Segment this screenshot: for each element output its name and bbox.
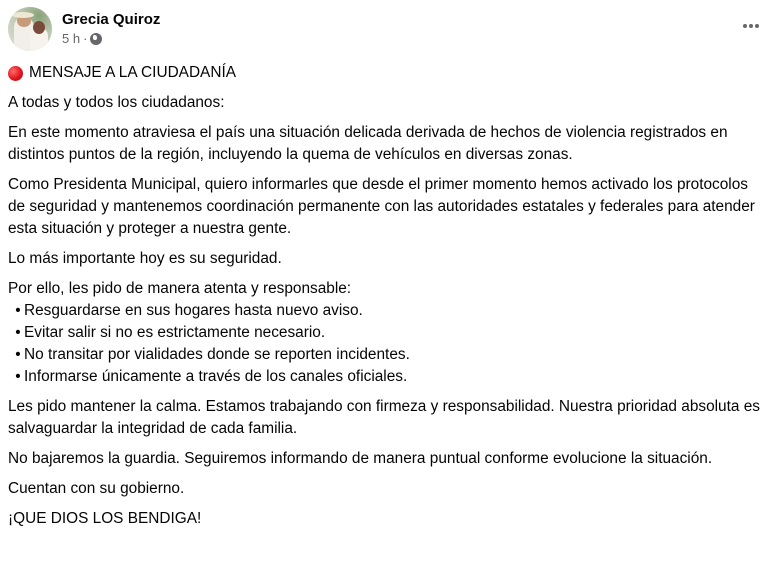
paragraph: Lo más importante hoy es su seguridad. [8, 250, 282, 267]
paragraph: Como Presidenta Municipal, quiero informarles que desde el primer momento hemos activado los protocolos de seguridad y mantenemos coordinación permanente con las autoridades estatales y federales para atender esta situación y proteger a nuestra gente. [8, 176, 755, 237]
more-options-icon [743, 24, 747, 28]
list-item: • No transitar por vialidades donde se reporten incidentes. [15, 346, 410, 363]
author-name[interactable]: Grecia Quiroz [62, 11, 161, 28]
post-time[interactable]: 5 h [62, 31, 81, 46]
paragraph: No bajaremos la guardia. Seguiremos informando de manera puntual conforme evolucione la situación. [8, 450, 713, 467]
paragraph: En este momento atraviesa el país una situación delicada derivada de hechos de violencia registrados en distintos puntos de la región, incluyendo la quema de vehículos en diversas zonas. [8, 124, 728, 163]
paragraph: A todas y todos los ciudadanos: [8, 94, 225, 111]
post-subline [62, 30, 160, 48]
paragraph: Cuentan con su gobierno. [8, 480, 185, 497]
headline [8, 62, 768, 84]
paragraph: ¡QUE DIOS LOS BENDIGA! [8, 510, 202, 527]
more-options-button[interactable] [738, 16, 764, 36]
bullet-list [8, 300, 768, 388]
paragraph: Les pido mantener la calma. Estamos trabajando con firmeza y responsabilidad. Nuestra prioridad absoluta es salvaguardar la integridad de cada familia. [8, 398, 760, 437]
avatar[interactable] [8, 7, 52, 51]
red-circle-icon [8, 66, 23, 81]
post-meta [62, 10, 160, 48]
separator: · [83, 31, 88, 46]
globe-icon[interactable] [90, 33, 102, 45]
post-body [8, 62, 768, 538]
list-item: • Resguardarse en sus hogares hasta nuevo aviso. [15, 302, 363, 319]
post-header [8, 6, 160, 52]
list-item: • Evitar salir si no es estrictamente necesario. [15, 324, 326, 341]
list-item: • Informarse únicamente a través de los canales oficiales. [15, 368, 408, 385]
headline-text: MENSAJE A LA CIUDADANÍA [29, 64, 236, 81]
list-intro: Por ello, les pido de manera atenta y responsable: [8, 280, 352, 297]
